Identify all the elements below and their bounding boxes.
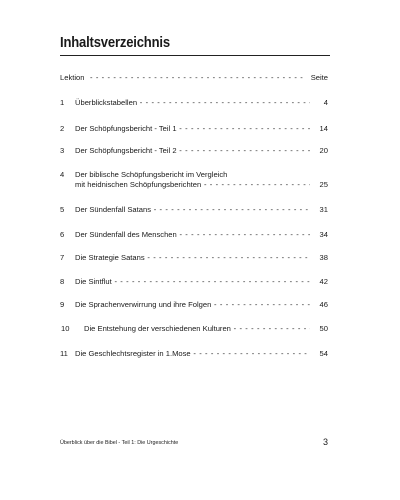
toc-entry-title: Die Sprachenverwirrung und ihre Folgen (75, 300, 212, 309)
toc-entry-page: 4 (323, 98, 328, 107)
toc-header-lesson: Lektion (60, 73, 85, 82)
toc-entry-title: Die Geschlechtsregister in 1.Mose (75, 349, 191, 358)
page-footer-number: 3 (322, 437, 328, 447)
toc-entry-title: Der Schöpfungsbericht - Teil 1 (75, 124, 177, 133)
title-underline (60, 55, 330, 56)
toc-entry-number: 5 (60, 205, 65, 214)
toc-entry-title: Die Sintflut (75, 277, 112, 286)
toc-entry-page: 46 (319, 300, 328, 309)
toc-entry-page: 14 (319, 124, 328, 133)
toc-entry-number: 3 (60, 146, 65, 155)
toc-entry-page: 25 (319, 180, 328, 189)
toc-entry-title: Die Entstehung der verschiedenen Kulturen (84, 324, 231, 333)
toc-entry-page: 34 (319, 230, 328, 239)
toc-entry-number: 9 (60, 300, 65, 309)
toc-header-leader (90, 73, 306, 83)
toc-entry-number: 2 (60, 124, 65, 133)
toc-entry-title: Der Sündenfall des Menschen (75, 230, 177, 239)
toc-entry-title: Der Schöpfungsbericht - Teil 2 (75, 146, 177, 155)
toc-entry-title-line1: Der biblische Schöpfungsbericht im Vergleich (75, 170, 228, 179)
toc-entry-number: 8 (60, 277, 65, 286)
toc-entry-page: 42 (319, 277, 328, 286)
page-footer-text: Überblick über die Bibel - Teil 1: Die Urgeschichte (60, 440, 179, 446)
toc-entry-number: 6 (60, 230, 65, 239)
toc-entry-page: 20 (319, 146, 328, 155)
toc-entry-number: 11 (60, 349, 68, 358)
toc-entry-page: 38 (319, 253, 328, 262)
toc-header-page: Seite (310, 73, 328, 82)
toc-entry-number: 7 (60, 253, 65, 262)
toc-entry-page: 54 (319, 349, 328, 358)
toc-entry-title: Überblickstabellen (75, 98, 138, 107)
toc-entry-number: 1 (60, 98, 65, 107)
toc-entry-title: Der Sündenfall Satans (75, 205, 151, 214)
toc-entry-page: 50 (319, 324, 328, 333)
toc-entry-page: 31 (319, 205, 328, 214)
toc-entry-title: mit heidnischen Schöpfungsberichten (75, 180, 202, 189)
page-title: Inhaltsverzeichnis (60, 35, 170, 51)
toc-entry-number: 10 (61, 324, 70, 333)
toc-entry-title: Die Strategie Satans (75, 253, 145, 262)
toc-entry-number: 4 (60, 170, 65, 179)
